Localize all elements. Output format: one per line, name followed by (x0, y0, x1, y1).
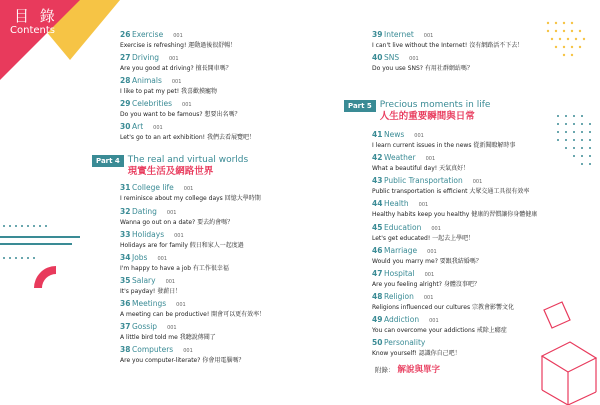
toc-entry-34[interactable] (120, 253, 345, 276)
entry-code: 001 (168, 56, 179, 63)
entry-sentence: Let's get educated! 一起去上學吧！ (372, 234, 475, 242)
entry-title: Addiction (384, 314, 420, 324)
entry-title: Celebrities (132, 99, 173, 109)
toc-entry-49[interactable] (372, 315, 597, 338)
entry-code: 001 (409, 56, 419, 63)
entry-code: 001 (174, 232, 184, 239)
entry-number: 38 (120, 345, 131, 355)
entry-title: Public Transportation (384, 176, 463, 186)
entry-code: 001 (167, 325, 177, 332)
entry-title: Dating (132, 206, 157, 216)
entry-number: 49 (372, 314, 383, 324)
contents-title-en: Contents (10, 25, 55, 37)
part-5-header (348, 100, 597, 126)
toc-entry-35[interactable] (120, 276, 345, 299)
part-5-title-zh: 人生的重要瞬間與日常 (379, 111, 475, 123)
part-4-title-zh: 現實生活及網路世界 (127, 166, 214, 178)
entry-title: Gossip (132, 322, 158, 332)
dot-row-decoration (0, 222, 70, 262)
entry-sentence: Healthy habits keep you healthy 健康的習慣讓你身體健康 (372, 211, 538, 219)
entry-sentence: Let's go to an art exhibition! 我們去看展覽吧！ (120, 134, 255, 142)
appendix-entry[interactable] (375, 363, 440, 375)
entry-code: 001 (423, 33, 434, 39)
entry-title: Computers (132, 345, 174, 355)
entry-sentence: A meeting can be productive! 開會可以更有效率！ (120, 310, 266, 318)
entry-title: Education (384, 222, 422, 232)
toc-entry-37[interactable] (120, 322, 345, 345)
toc-entry-30[interactable] (120, 122, 345, 145)
entry-title: Health (384, 199, 409, 209)
entry-sentence: Know yourself! 認識你自己吧！ (372, 350, 461, 358)
entry-sentence: What a beautiful day! 天氣真好！ (372, 165, 470, 173)
toc-entry-46[interactable] (372, 246, 597, 269)
entry-title: Internet (384, 30, 414, 39)
entry-sentence: Are you feeling alright? 身體沒事吧？ (372, 280, 480, 288)
entry-title: Personality (384, 338, 426, 348)
entry-sentence: I can't live without the Internet! 沒有網路活不下去！ (372, 42, 524, 49)
entry-code: 001 (183, 186, 194, 193)
toc-entry-48[interactable] (372, 292, 597, 315)
entry-number: 42 (372, 153, 383, 163)
entry-code: 001 (176, 301, 186, 308)
entry-number: 44 (372, 199, 383, 209)
toc-entry-31[interactable] (120, 183, 345, 206)
toc-entry-41[interactable] (372, 130, 597, 153)
toc-entry-27[interactable] (120, 53, 345, 76)
entry-sentence: I learn current issues in the news 從新聞瞭解時事 (372, 142, 516, 150)
entry-code: 001 (425, 156, 436, 163)
entry-list-bottom (372, 130, 597, 361)
entry-title: Art (132, 122, 144, 132)
toc-entry-26[interactable] (120, 30, 345, 53)
contents-badge (10, 8, 66, 37)
entry-number: 41 (372, 130, 383, 140)
entry-number: 33 (120, 229, 131, 239)
part-5-tag: Part 5 (344, 100, 376, 112)
appendix-title: 解說與單字 (397, 365, 441, 375)
entry-code: 001 (153, 125, 163, 132)
entry-title: Exercise (132, 30, 164, 39)
entry-sentence: You can overcome your addictions 戒除上癮症 (372, 326, 507, 334)
entry-number: 35 (120, 275, 131, 285)
entry-title: SNS (384, 53, 400, 63)
toc-entry-45[interactable] (372, 223, 597, 246)
entry-number: 43 (372, 176, 383, 186)
entry-number: 29 (120, 99, 131, 109)
entry-number: 34 (120, 252, 131, 262)
entry-title: Salary (132, 275, 156, 285)
appendix-label: 附錄： (375, 366, 395, 374)
entry-code: 001 (157, 255, 168, 262)
entry-number: 36 (120, 298, 131, 308)
entry-sentence: Wanna go out on a date? 要去約會嗎？ (120, 218, 234, 226)
entry-sentence: It's payday! 發薪日！ (120, 287, 182, 295)
entry-title: Driving (132, 53, 159, 63)
entry-number: 39 (372, 30, 383, 39)
entry-sentence: Would you marry me? 要跟我結婚嗎？ (372, 257, 482, 265)
entry-number: 45 (372, 222, 383, 232)
toc-entry-33[interactable] (120, 230, 345, 253)
toc-entry-38[interactable] (120, 345, 345, 368)
entry-title: Weather (384, 153, 416, 163)
entry-number: 46 (372, 245, 383, 255)
entry-number: 40 (372, 53, 383, 63)
toc-entry-40[interactable] (372, 53, 597, 76)
entry-number: 32 (120, 206, 131, 216)
entry-code: 001 (166, 209, 177, 216)
entry-code: 001 (472, 179, 483, 186)
toc-entry-29[interactable] (120, 99, 345, 122)
toc-entry-32[interactable] (120, 207, 345, 230)
entry-code: 001 (423, 294, 434, 301)
entry-sentence: Do you want to be famous? 想要出名嗎？ (120, 111, 241, 119)
toc-entry-36[interactable] (120, 299, 345, 322)
entry-sentence: Public transportation is efficient 大眾交通工具很有效率 (372, 188, 530, 196)
pink-arc-decoration (30, 262, 60, 292)
entry-sentence: I like to pat my pet! 我喜歡摸寵物 (120, 88, 218, 96)
entry-number: 37 (120, 322, 131, 332)
entry-code: 001 (429, 317, 439, 324)
entry-title: Religion (384, 291, 414, 301)
entry-code: 001 (165, 278, 176, 285)
toc-entry-50[interactable] (372, 338, 597, 361)
entry-sentence: Religions influenced our cultures 宗教會影響文化 (372, 303, 514, 311)
entry-number: 30 (120, 122, 131, 132)
entry-code: 001 (431, 225, 441, 232)
entry-code: 001 (427, 248, 437, 255)
entry-sentence: Holidays are for family 假日和家人一起度過 (120, 241, 244, 249)
entry-sentence: I reminisce about my college days 回憶大學時期 (120, 195, 261, 203)
entry-sentence: Exercise is refreshing! 運動過後很舒暢！ (120, 42, 237, 49)
entry-code: 001 (183, 348, 193, 355)
part-5-title-en: Precious moments in life (379, 100, 491, 111)
entry-title: Meetings (132, 298, 167, 308)
entry-number: 28 (120, 76, 131, 86)
toc-entry-47[interactable] (372, 269, 597, 292)
entry-code: 001 (173, 33, 183, 39)
entry-title: Marriage (384, 245, 418, 255)
entry-list-bottom (120, 183, 345, 368)
entry-number: 48 (372, 291, 383, 301)
entry-title: Hospital (384, 268, 415, 278)
part-4-tag: Part 4 (92, 155, 124, 167)
contents-title-zh: 目 錄 (14, 7, 58, 25)
toc-entry-39[interactable] (372, 30, 597, 53)
entry-title: Holidays (132, 229, 165, 239)
entry-number: 50 (372, 338, 383, 348)
entry-number: 47 (372, 268, 383, 278)
entry-list-top (120, 30, 345, 145)
entry-code: 001 (424, 271, 435, 278)
toc-entry-42[interactable] (372, 153, 597, 176)
entry-code: 001 (418, 202, 429, 209)
entry-number: 26 (120, 30, 131, 39)
entry-title: News (384, 130, 405, 140)
part-4-header (96, 155, 345, 181)
toc-entry-28[interactable] (120, 76, 345, 99)
entry-number: 31 (120, 183, 131, 193)
entry-code: 001 (182, 102, 192, 109)
right-column (348, 30, 597, 361)
entry-sentence: A little bird told me 我聽說傳聞了 (120, 334, 216, 342)
entry-list-top (372, 30, 597, 76)
entry-title: Jobs (132, 252, 148, 262)
entry-sentence: Are you good at driving? 擅長開車嗎？ (120, 65, 232, 73)
entry-sentence: I'm happy to have a job 有工作很幸福 (120, 264, 229, 272)
toc-entry-44[interactable] (372, 199, 597, 222)
toc-entry-43[interactable] (372, 176, 597, 199)
entry-sentence: Are you computer-literate? 你會用電腦嗎？ (120, 357, 245, 365)
entry-title: Animals (132, 76, 162, 86)
entry-number: 27 (120, 53, 131, 63)
left-column (96, 30, 345, 368)
part-4-title-en: The real and virtual worlds (127, 155, 249, 166)
entry-code: 001 (171, 79, 182, 86)
entry-title: College life (132, 183, 174, 193)
entry-code: 001 (414, 133, 424, 140)
entry-sentence: Do you use SNS? 有用社群網站嗎？ (372, 65, 473, 73)
